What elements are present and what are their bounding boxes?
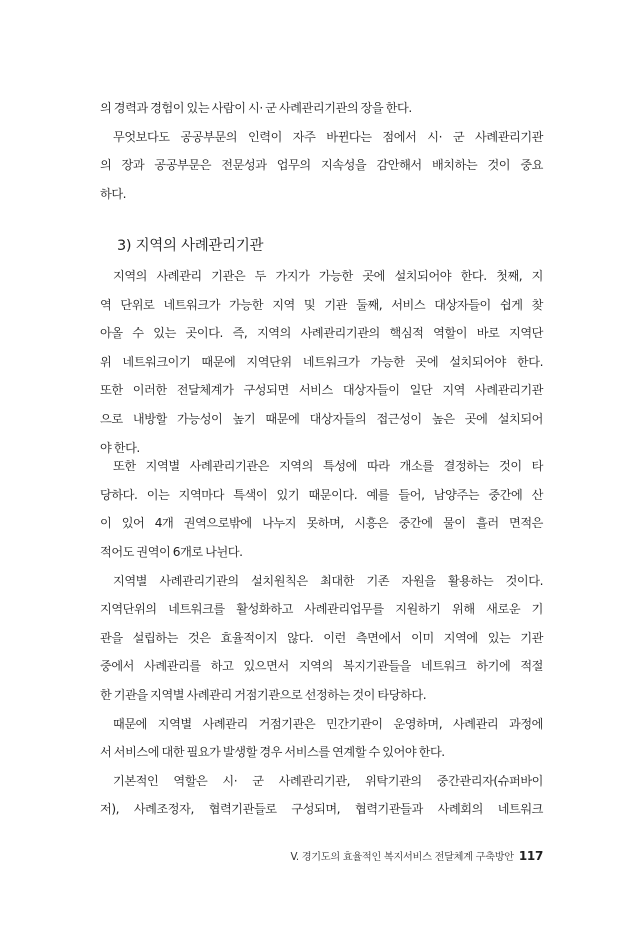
text-line: 이 있어 4개 권역으로밖에 나누지 못하며, 시흥은 중간에 물이 흘러 면적은 [100, 516, 543, 531]
text-line: 하다. [100, 186, 127, 201]
paragraph-basic-role [100, 767, 543, 824]
text-line: 기본적인 역할은 시· 군 사례관리기관, 위탁기관의 중간관리자(슈퍼바이 [113, 773, 543, 788]
paragraph-private-operation [100, 710, 543, 767]
text-line: 지역별 사례관리기관의 설치원칙은 최대한 기존 자원을 활용하는 것이다. [113, 573, 543, 588]
text-line: 무엇보다도 공공부문의 인력이 자주 바뀐다는 점에서 시· 군 사례관리기관 [113, 129, 543, 144]
text-line: 당하다. 이는 지역마다 특색이 있기 때문이다. 예를 들어, 남양주는 중간에 산 [100, 487, 543, 502]
text-line: 아올 수 있는 곳이다. 즉, 지역의 사례관리기관의 핵심적 역할이 바로 지역단 [100, 326, 543, 341]
text-line: 의 경력과 경험이 있는 사람이 시· 군 사례관리기관의 장을 한다. [100, 101, 412, 115]
paragraph-installation-principle [100, 567, 543, 710]
text-line: 지역단위의 네트워크를 활성화하고 사례관리업무를 지원하기 위해 새로운 기 [100, 602, 543, 617]
text-line: 서 서비스에 대한 필요가 발생할 경우 서비스를 연계할 수 있어야 한다. [100, 745, 445, 760]
text-line: 적어도 권역이 6개로 나뉜다. [100, 544, 243, 559]
text-line: 지역의 사례관리 기관은 두 가지가 가능한 곳에 설치되어야 한다. 첫째, 지 [113, 269, 543, 283]
text-line: 관을 설립하는 것은 효율적이지 않다. 이런 측면에서 이미 지역에 있는 기관 [100, 630, 543, 645]
text-line: 저), 사례조정자, 협력기관들로 구성되며, 협력기관들과 사례회의 네트워크 [100, 802, 543, 817]
page-number: 117 [518, 849, 543, 863]
text-line: 또한 이러한 전달체계가 구성되면 서비스 대상자들이 일단 지역 사례관리기관 [100, 383, 543, 398]
text-line: 위 네트워크이기 때문에 지역단위 네트워크가 가능한 곳에 설치되어야 한다. [100, 354, 543, 369]
section-heading: 3) 지역의 사례관리기관 [117, 238, 264, 254]
text-line: 중에서 사례관리를 하고 있으면서 지역의 복지기관들을 네트워크 하기에 적절 [100, 659, 543, 674]
text-line: 한 기관을 지역별 사례관리 거점기관으로 선정하는 것이 타당하다. [100, 687, 427, 702]
footer-chapter-title: V. 경기도의 효율적인 복지서비스 전달체계 구축방안 [290, 852, 514, 863]
text-line: 의 장과 공공부문은 전문성과 업무의 지속성을 감안해서 배치하는 것이 중요 [100, 158, 543, 173]
paragraph-location [100, 262, 543, 462]
paragraph-regional-count [100, 452, 543, 566]
text-line: 역 단위로 네트워크가 가능한 지역 및 기관 둘째, 서비스 대상자들이 쉽게 찾 [100, 297, 543, 312]
text-line: 때문에 지역별 사례관리 거점기관은 민간기관이 운영하며, 사례관리 과정에 [113, 716, 543, 731]
paragraph-continuation [100, 94, 543, 123]
paragraph-personnel [100, 123, 543, 209]
page-footer [290, 848, 543, 863]
text-line: 또한 지역별 사례관리기관은 지역의 특성에 따라 개소를 결정하는 것이 타 [113, 459, 543, 474]
text-line: 야 한다. [100, 440, 140, 455]
text-line: 으로 내방할 가능성이 높기 때문에 대상자들의 접근성이 높은 곳에 설치되어 [100, 411, 543, 426]
